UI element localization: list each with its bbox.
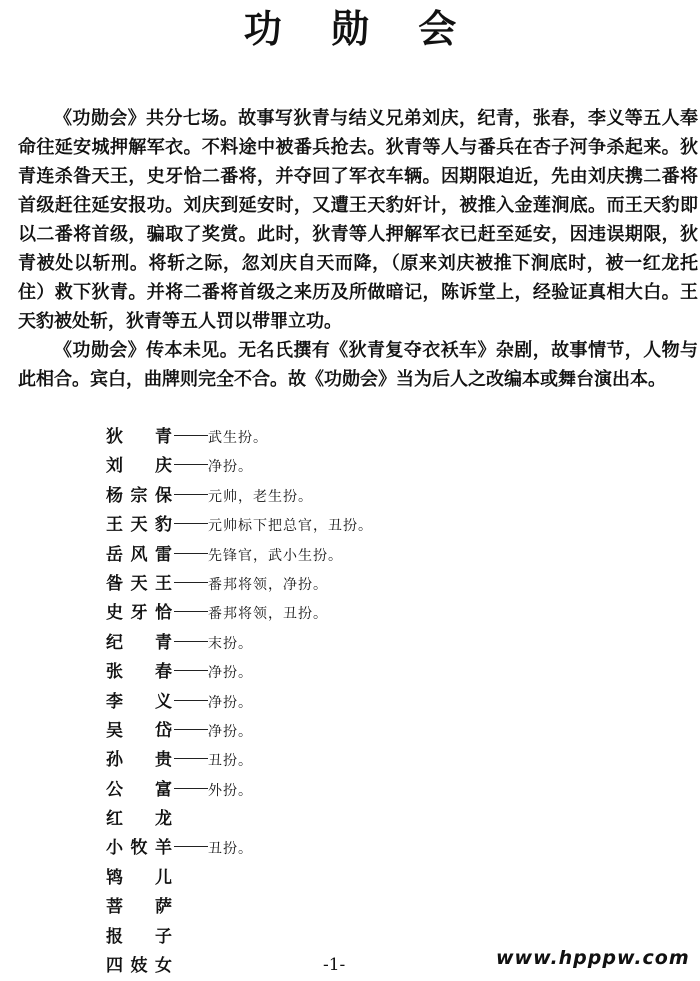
cast-row [106, 775, 373, 804]
cast-row [106, 628, 373, 657]
cast-role-description: 丑扮。 [208, 753, 253, 770]
cast-row [106, 833, 373, 862]
cast-row [106, 598, 373, 627]
cast-row [106, 892, 373, 921]
cast-role-description: 武生扮。 [208, 430, 268, 446]
cast-dash [174, 670, 208, 671]
cast-role-description: 番邦将领，净扮。 [208, 576, 328, 593]
cast-row [106, 745, 373, 774]
cast-dash [174, 494, 208, 495]
cast-dash [174, 758, 208, 759]
cast-name: 史牙恰 [106, 603, 172, 624]
cast-name: 昝天王 [106, 573, 172, 594]
cast-role-description: 末扮。 [208, 635, 253, 652]
cast-name: 红龙 [106, 809, 172, 830]
cast-role-description: 净扮。 [208, 723, 253, 740]
cast-row [106, 481, 373, 510]
cast-name: 杨宗保 [106, 485, 172, 506]
cast-row [106, 922, 373, 951]
cast-role-description: 元帅，老生扮。 [208, 488, 313, 505]
page-title: 功 勋 会 [243, 7, 475, 51]
cast-dash [174, 641, 208, 642]
cast-name: 菩萨 [106, 897, 172, 918]
cast-name: 四妓女 [106, 956, 172, 977]
cast-dash [174, 700, 208, 701]
cast-row [106, 540, 373, 569]
synopsis [18, 104, 698, 394]
cast-name: 狄青 [106, 427, 172, 447]
cast-role-description: 丑扮。 [208, 841, 253, 858]
watermark: www.hpppw.com [496, 947, 690, 969]
synopsis-paragraph-1: 《功勋会》共分七场。故事写狄青与结义兄弟刘庆，纪青，张春，李义等五人奉命往延安城押解军衣。不料途中被番兵抢去。狄青等人与番兵在杏子河争杀起来。狄青连杀昝天王，史牙恰二番将，并夺回了军衣车辆。因期限迫近，先由刘庆携二番将首级赶往延安报功。刘庆到延安时，又遭王天豹奸计，被推入金莲涧底。而王天豹即以二番将首级，骗取了奖赏。此时，狄青等人押解军衣已赶至延安，因违误期限，狄青被处以斩刑。将斩之际，忽刘庆自天而降，（原来刘庆被推下涧底时，被一红龙托住）救下狄青。并将二番将首级之来历及所做暗记，陈诉堂上，经验证真相大白。王天豹被处斩，狄青等五人罚以带罪立功。 [18, 108, 698, 332]
cast-row [106, 657, 373, 686]
cast-role-description: 外扮。 [208, 782, 253, 799]
cast-name: 张春 [106, 662, 172, 683]
cast-row [106, 863, 373, 892]
cast-name: 公富 [106, 779, 172, 800]
cast-name: 岳风雷 [106, 544, 172, 565]
cast-role-description: 元帅标下把总官，丑扮。 [208, 518, 373, 535]
cast-dash [174, 464, 208, 465]
cast-role-description: 先锋官，武小生扮。 [208, 547, 343, 564]
cast-dash [174, 611, 208, 612]
cast-row [106, 687, 373, 716]
cast-name: 鸨儿 [106, 867, 172, 888]
cast-role-description: 净扮。 [208, 459, 253, 476]
cast-name: 孙贵 [106, 750, 172, 771]
cast-dash [174, 435, 208, 436]
cast-name: 李义 [106, 691, 172, 712]
cast-dash [174, 553, 208, 554]
cast-row [106, 451, 373, 480]
cast-dash [174, 846, 208, 847]
cast-row [106, 510, 373, 539]
cast-role-description: 净扮。 [208, 694, 253, 711]
cast-row [106, 804, 373, 833]
cast-row [106, 569, 373, 598]
cast-row [106, 422, 373, 451]
page-number: -1- [323, 955, 346, 975]
cast-row [106, 716, 373, 745]
cast-name: 吴岱 [106, 720, 172, 741]
cast-name: 纪青 [106, 632, 172, 653]
cast-role-description: 番邦将领，丑扮。 [208, 606, 328, 623]
synopsis-paragraph-2: 《功勋会》传本未见。无名氏撰有《狄青复夺衣袄车》杂剧，故事情节，人物与此相合。宾白，曲牌则完全不合。故《功勋会》当为后人之改编本或舞台演出本。 [18, 340, 698, 390]
cast-dash [174, 729, 208, 730]
cast-name: 报子 [106, 926, 172, 947]
cast-name: 刘庆 [106, 456, 172, 477]
cast-name: 王天豹 [106, 515, 172, 536]
cast-list [106, 422, 373, 980]
cast-dash [174, 788, 208, 789]
cast-dash [174, 523, 208, 524]
cast-dash [174, 582, 208, 583]
cast-role-description: 净扮。 [208, 665, 253, 682]
cast-name: 小牧羊 [106, 838, 172, 859]
